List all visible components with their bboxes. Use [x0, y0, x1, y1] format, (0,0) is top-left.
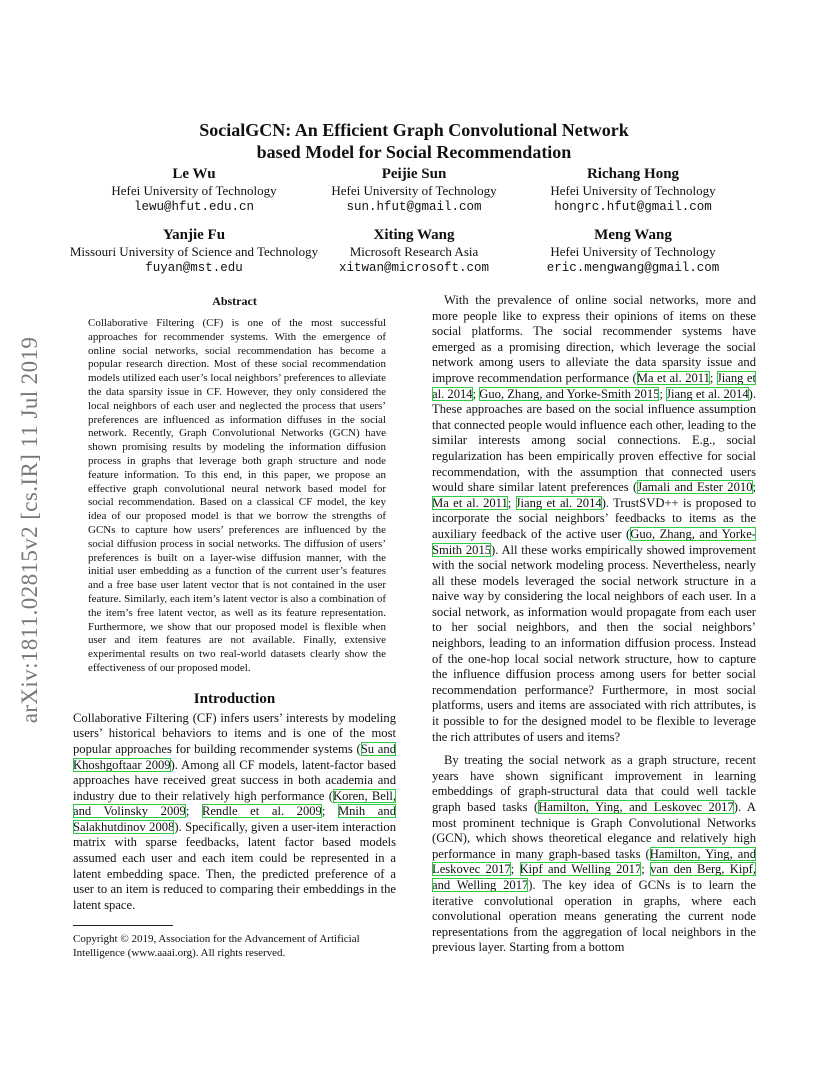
- author-email: xitwan@microsoft.com: [338, 261, 490, 275]
- author-email: sun.hfut@gmail.com: [346, 200, 482, 214]
- author-affiliation: Missouri University of Science and Technology: [69, 244, 319, 259]
- arxiv-identifier: arXiv:1811.02815v2 [cs.IR] 11 Jul 2019: [17, 336, 42, 724]
- text-run: With the prevalence of online social networks, more and more people like to express their opinions of items on these social platforms. The social recommender systems have emerged as a promising direction, which leverage the social network among users to alleviate the data sparsity issue and improve recommendation performance (: [432, 293, 756, 385]
- citation-link[interactable]: Su and Khoshgoftaar 2009: [73, 741, 396, 772]
- author-email: eric.mengwang@gmail.com: [546, 261, 720, 275]
- text-run: ). TrustSVD++ is proposed to incorporate the social neighbors’ feedbacks to items as the auxiliary feedback of the active user (: [432, 495, 756, 541]
- text-run: By treating the social network as a graph structure, recent years have shown significant improvement in learning embeddings of graph-structural data that could well tackle graph based tasks (: [432, 753, 756, 814]
- text-run: ;: [659, 386, 667, 401]
- text-run: ;: [709, 370, 717, 385]
- author-name: Peijie Sun: [381, 166, 447, 182]
- text-run: ;: [510, 862, 520, 877]
- author-name: Xiting Wang: [373, 227, 455, 243]
- author-affiliation: Hefei University of Technology: [111, 183, 277, 198]
- author-name: Richang Hong: [586, 166, 680, 182]
- citation-link[interactable]: Guo, Zhang, and Yorke-Smith 2015: [432, 526, 756, 557]
- author-affiliation: Hefei University of Technology: [550, 183, 716, 198]
- right-column: [432, 293, 756, 956]
- citation-link[interactable]: van den Berg, Kipf, and Welling 2017: [432, 862, 756, 892]
- abstract-text: Collaborative Filtering (CF) is one of the most successful approaches for recommender systems. With the emergence of online social networks, social recommendation has become a popular research direction. Most of these social recommendation models utilized each user’s local neighbors’ preferences to alleviate the data sparsity issue in CF. However, they only considered the local neighbors of each user and neglected the process that users’ preferences are influenced as information diffuses in the social network. Recently, Graph Convolutional Networks (GCN) have shown promising results by modeling the information diffusion process in graphs that leverage both graph structure and node feature information. To this end, in this paper, we propose an effective graph convolutional neural network based model for social recommendation. Based on a classical CF model, the key idea of our proposed model is that we borrow the strengths of GCNs to capture how users’ preferences are influenced by the social diffusion process in social networks. The diffusion of users’ preferences is built on a layer-wise diffusion manner, with the initial user embedding as a function of the current user’s features and a free base user latent vector that is not contained in the user feature. Similarly, each item’s latent vector is also a combination of the item’s free latent vector, as well as its feature representation. Furthermore, we show that our proposed model is flexible when user and item features are not available. Finally, extensive experimental results on two real-world datasets clearly show the effectiveness of our proposed model.: [88, 317, 386, 674]
- text-run: ;: [472, 386, 480, 401]
- citation-link[interactable]: Jiang et al. 2014: [432, 370, 756, 401]
- text-run: ). All these works empirically showed improvement with the social network modeling process. Nevertheless, nearly all these models leveraged the social network structure in a naive way by considering the local neighbors of each user. In a social network, as information would propagate from each user to her social neighbors, and then the social neighbors’ neighbors, leading to an information diffusion process. Instead of the one-hop local social network structure, how to capture the influence diffusion process among users for better social recommendation performance? Furthermore, in most social platforms, users and items are associated with rich attributes, is it possible to for the designed model to be flexible to leverage the rich attributes of users and items?: [432, 542, 756, 744]
- citation-link[interactable]: Rendle et al. 2009: [201, 804, 322, 819]
- author-affiliation: Microsoft Research Asia: [349, 244, 479, 259]
- text-run: ;: [752, 480, 756, 495]
- title-line-2: based Model for Social Recommendation: [256, 142, 572, 162]
- footnote-rule: [73, 925, 173, 926]
- text-run: Collaborative Filtering (CF) infers users’ interests by modeling users’ historical behaviors to items and is one of the most popular approaches for building recommender systems (: [73, 710, 396, 756]
- citation-link[interactable]: Jiang et al. 2014: [515, 495, 602, 510]
- author-block: [483, 227, 783, 276]
- abstract-heading: Abstract: [212, 294, 257, 308]
- text-run: ). A most prominent technique is Graph Convolutional Networks (GCN), which shows theoretical elegance and relatively high performance in many graph-based tasks (: [432, 800, 756, 861]
- body-paragraph: [432, 753, 756, 956]
- citation-link[interactable]: Hamilton, Ying, and Leskovec 2017: [538, 800, 734, 814]
- citation-link[interactable]: Kipf and Welling 2017: [519, 862, 642, 877]
- arxiv-sidebar: [10, 300, 50, 760]
- citation-link[interactable]: Ma et al. 2011: [636, 370, 710, 385]
- introduction-paragraph: [73, 711, 396, 914]
- citation-link[interactable]: Jiang et al. 2014: [666, 386, 749, 401]
- author-name: Yanjie Fu: [162, 227, 226, 243]
- text-run: ;: [321, 804, 338, 819]
- citation-link[interactable]: Hamilton, Ying, and Leskovec 2017: [432, 846, 756, 877]
- text-run: ). Among all CF models, latent-factor based approaches have received great success in both academia and industry due to their relatively high performance (: [73, 757, 396, 803]
- author-affiliation: Hefei University of Technology: [331, 183, 497, 198]
- text-run: ). The key idea of GCNs is to learn the iterative convolutional operation in graphs, where each convolutional operation means generating the current node representations from the aggregation of local neighbors in the previous layer. Starting from a bottom: [432, 877, 757, 955]
- title-line-1: SocialGCN: An Efficient Graph Convolutional Network: [199, 120, 629, 140]
- text-run: ;: [641, 862, 651, 877]
- body-paragraph: [432, 293, 756, 745]
- text-run: ;: [507, 495, 516, 510]
- author-name: Le Wu: [172, 166, 216, 182]
- author-affiliation: Hefei University of Technology: [550, 244, 716, 259]
- citation-link[interactable]: Guo, Zhang, and Yorke-Smith 2015: [479, 386, 660, 401]
- author-email: hongrc.hfut@gmail.com: [554, 200, 712, 214]
- author-email: fuyan@mst.edu: [145, 261, 243, 275]
- text-run: ). These approaches are based on the social influence assumption that connected people would influence each other, leading to the similar interests among social connections. E.g., social regularization has been empirically proven effective for social recommendation, with the assumption that connected users would share similar latent preferences (: [432, 386, 757, 495]
- citation-link[interactable]: Koren, Bell, and Volinsky 2009: [73, 788, 397, 819]
- copyright-notice: Copyright © 2019, Association for the Advancement of Artificial Intelligence (www.aaai.org). All rights reserved.: [73, 933, 360, 960]
- left-column: [73, 293, 396, 960]
- citation-link[interactable]: Ma et al. 2011: [432, 495, 508, 510]
- author-block: [483, 166, 783, 215]
- text-run: ;: [185, 804, 202, 819]
- paper-title: [0, 119, 828, 163]
- text-run: ). Specifically, given a user-item interaction matrix with sparse feedbacks, latent factor based models assumed each user and each item could be represented in a latent embedding space. Then, the predicted preference of a user to an item is reduced to comparing their embeddings in the latent space.: [73, 819, 396, 912]
- author-name: Meng Wang: [594, 227, 672, 243]
- introduction-heading: Introduction: [193, 690, 276, 707]
- citation-link[interactable]: Jamali and Ester 2010: [637, 480, 753, 495]
- author-email: lewu@hfut.edu.cn: [133, 200, 255, 214]
- citation-link[interactable]: Mnih and Salakhutdinov 2008: [73, 804, 396, 834]
